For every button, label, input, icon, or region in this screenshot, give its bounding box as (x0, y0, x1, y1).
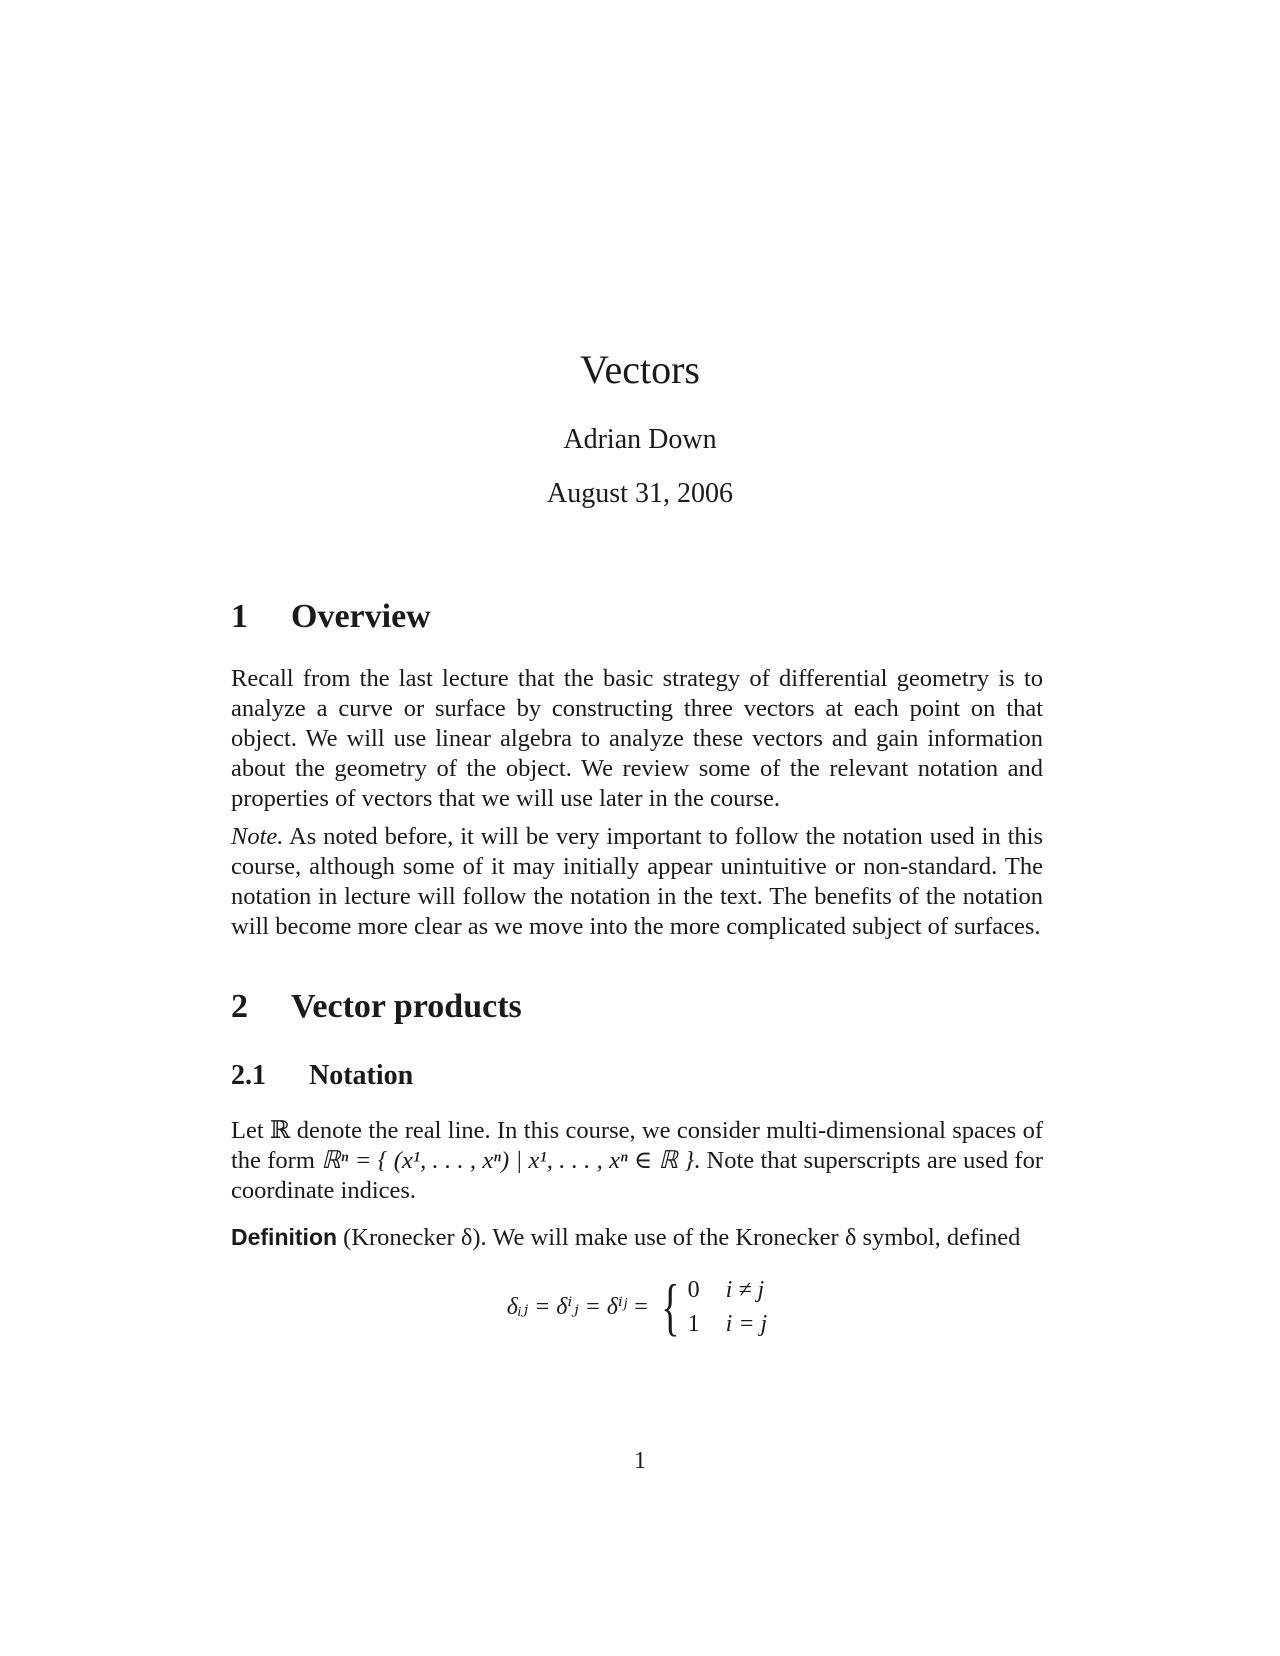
notation-paragraph (231, 1116, 1043, 1206)
section-title: Overview (291, 598, 431, 635)
definition-label: Definition (231, 1224, 338, 1250)
left-brace: { (661, 1271, 680, 1342)
notation-text-2: . Note that superscripts are used for coordinate indices. (231, 1147, 1043, 1204)
title-block (0, 347, 1280, 510)
case-condition: i ≠ j (725, 1277, 765, 1303)
kronecker-equation (231, 1271, 1043, 1342)
equation-cases (688, 1275, 768, 1339)
paper-title: Vectors (580, 347, 700, 392)
rn-set-formula: ℝⁿ = { (x¹, . . . , xⁿ) | x¹, . . . , xⁿ ∈ ℝ } (321, 1147, 695, 1174)
page-number: 1 (634, 1448, 646, 1474)
definition-text: We will make use of the Kronecker δ symbol, defined (492, 1224, 1021, 1251)
case-condition: i = j (725, 1311, 768, 1337)
note-label: Note. (231, 823, 284, 850)
section-heading-overview (231, 600, 1043, 634)
paper-author: Adrian Down (563, 424, 717, 455)
subsection-number: 2.1 (231, 1060, 266, 1091)
paper-date: August 31, 2006 (547, 478, 733, 509)
overview-paragraph: Recall from the last lecture that the basic strategy of differential geometry is to analyze a curve or surface by constructing three vectors at each point on that object. We will use linear algebra to analyze these vectors and gain information about the geometry of the object. We review some of the relevant notation and properties of vectors that we will use later in the course. (231, 665, 1043, 812)
section-title: Vector products (291, 988, 522, 1025)
note-text: As noted before, it will be very important to follow the notation used in this course, although some of it may initially appear unintuitive or non-standard. The notation in lecture will follow the notation in the text. The benefits of the notation will become more clear as we move into the more complicated subject of surfaces. (231, 823, 1043, 940)
notation-text-1: Let ℝ denote the real line. In this course, we consider multi-dimensional spaces of the form (231, 1117, 1043, 1174)
case-value: 1 (687, 1311, 700, 1337)
subsection-heading-notation (231, 1062, 1043, 1090)
section-number: 2 (231, 988, 248, 1025)
paper-body (231, 598, 1043, 1342)
case-value: 0 (687, 1277, 700, 1303)
note-paragraph (231, 822, 1043, 942)
subsection-title: Notation (309, 1060, 414, 1091)
section-heading-vector-products (231, 990, 1043, 1024)
section-number: 1 (231, 598, 248, 635)
equation-lhs: δᵢⱼ = δⁱⱼ = δⁱʲ = (506, 1294, 649, 1320)
definition-name: (Kronecker δ). (343, 1224, 487, 1251)
definition-paragraph (231, 1222, 1043, 1253)
